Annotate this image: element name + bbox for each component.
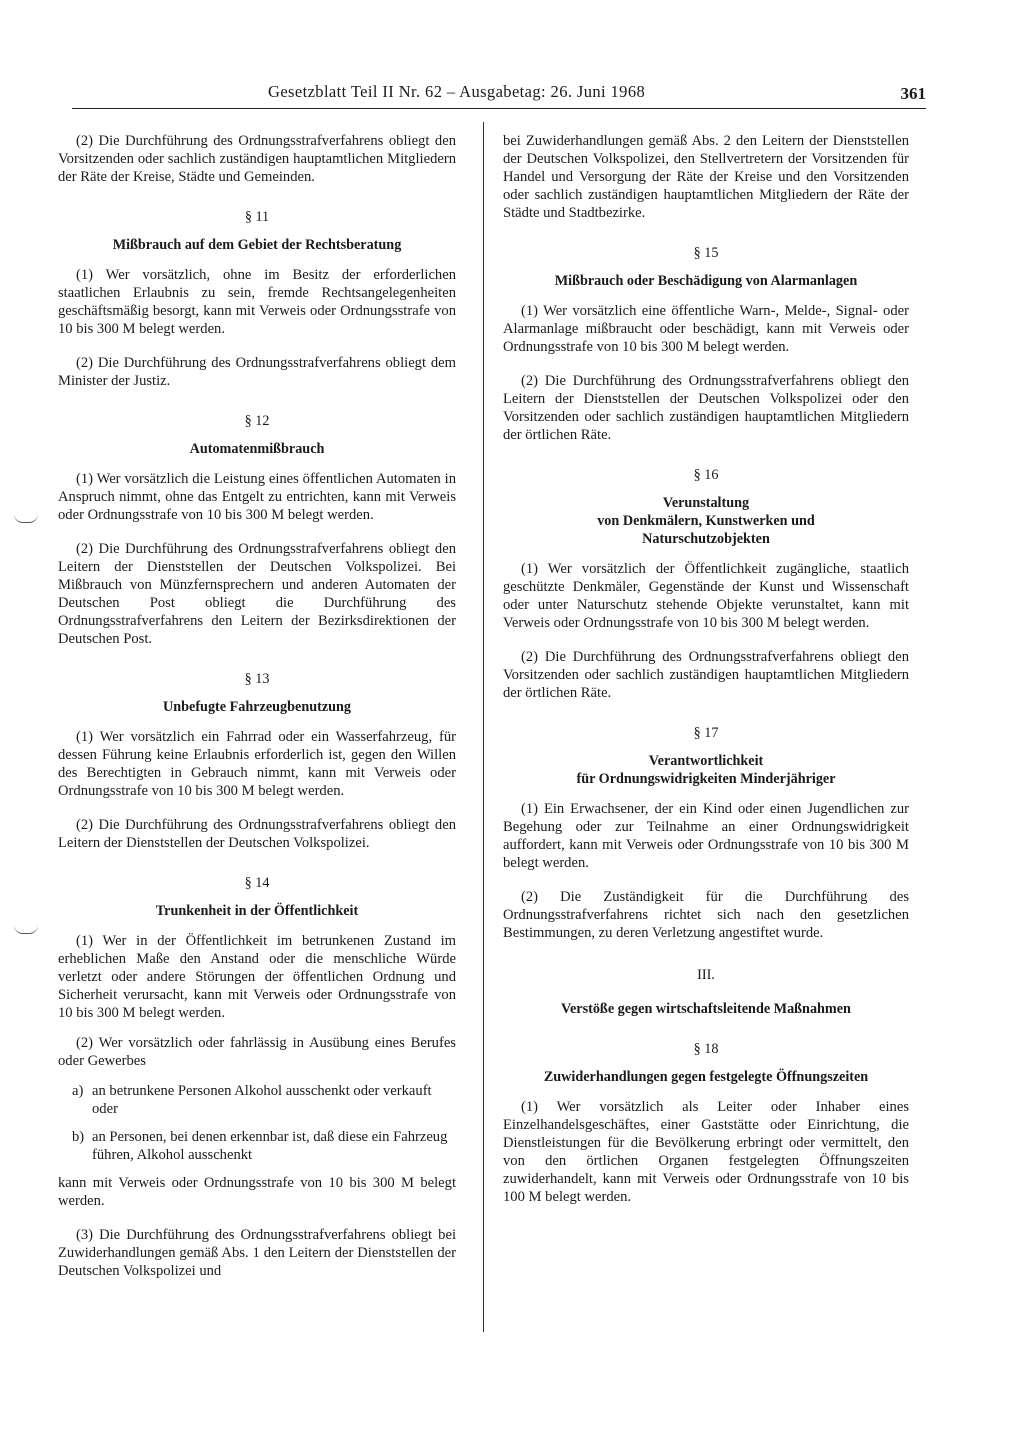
section-title: Trunkenheit in der Öffentlichkeit [155, 903, 359, 919]
list-text: an Personen, bei denen erkennbar ist, daß diese ein Fahrzeug führen, Alkohol ausschenkt [92, 1129, 448, 1163]
header-title: Gesetzblatt Teil II Nr. 62 – Ausgabetag: 26. Juni 1968 [268, 82, 646, 101]
section-number: § 15 [693, 245, 719, 261]
paragraph: (1) Wer vorsätzlich der Öffentlichkeit zugängliche, staatlich geschützte Denkmäler, Gegenstände der Kunst und Wissenschaft oder unter Naturschutz stehende Objekte verunstaltet, kann mit Verweis oder Ordnungsstrafe von 10 bis 300 M belegt werden. [503, 561, 909, 631]
paragraph: (1) Wer vorsätzlich die Leistung eines öffentlichen Automaten in Anspruch nimmt, ohne das Entgelt zu entrichten, kann mit Verweis oder Ordnungsstrafe von 10 bis 300 M belegt werden. [58, 471, 456, 523]
section-number: § 18 [693, 1041, 719, 1057]
paragraph: bei Zuwiderhandlungen gemäß Abs. 2 den Leitern der Dienststellen der Deutschen Volkspolizei, den Stellvertretern der Vorsitzenden für Handel und Versorgung der Räte der Kreise und den Vorsitzenden oder sachlich zuständigen hauptamtlichen Mitgliedern der Räte der Städte und Stadtbezirke. [503, 133, 909, 221]
section-number: § 16 [693, 467, 719, 483]
section-title-line: für Ordnungswidrigkeiten Minderjähriger [576, 771, 836, 787]
section-title: Mißbrauch auf dem Gebiet der Rechtsberatung [112, 237, 402, 253]
section-title: Mißbrauch oder Beschädigung von Alarmanlagen [554, 273, 858, 289]
section-title-line: von Denkmälern, Kunstwerken und [597, 513, 815, 529]
section-number: § 12 [244, 413, 270, 429]
paragraph: (1) Wer vorsätzlich ein Fahrrad oder ein Wasserfahrzeug, für dessen Führung keine Erlaubnis erforderlich ist, gegen den Willen des Berechtigten in Gebrauch nimmt, kann mit Verweis oder Ordnungsstrafe von 10 bis 300 M belegt werden. [58, 729, 456, 799]
right-column [503, 132, 909, 1222]
margin-mark [14, 514, 38, 523]
left-column [58, 132, 456, 1296]
paragraph: (2) Die Zuständigkeit für die Durchführung des Ordnungsstrafverfahrens richtet sich nach den gesetzlichen Bestimmungen, zu deren Verletzung angestiftet wurde. [503, 889, 909, 941]
column-divider [483, 122, 484, 1332]
section-number: § 13 [244, 671, 270, 687]
paragraph: (1) Wer in der Öffentlichkeit im betrunkenen Zustand im erheblichen Maße den Anstand oder die menschliche Würde verletzt oder andere Störungen der öffentlichen Ordnung und Sicherheit verursacht, kann mit Verweis oder Ordnungsstrafe von 10 bis 300 M belegt werden. [58, 933, 456, 1021]
section-number: § 11 [244, 209, 270, 225]
paragraph: kann mit Verweis oder Ordnungsstrafe von 10 bis 300 M belegt werden. [58, 1175, 456, 1209]
list-marker: a) [72, 1083, 84, 1099]
list-text: an betrunkene Personen Alkohol ausschenkt oder verkauft oder [92, 1083, 432, 1117]
paragraph: (2) Die Durchführung des Ordnungsstrafverfahrens obliegt den Leitern der Dienststellen der Deutschen Volkspolizei oder den Vorsitzenden oder sachlich zuständigen hauptamtlichen Mitgliedern der örtlichen Räte. [503, 373, 909, 443]
paragraph: (2) Die Durchführung des Ordnungsstrafverfahrens obliegt den Vorsitzenden oder sachlich zuständigen hauptamtlichen Mitgliedern der örtlichen Räte. [503, 649, 909, 701]
list-marker: b) [72, 1129, 85, 1145]
list-item [72, 1082, 456, 1118]
page-number: 361 [900, 84, 926, 103]
section-title-line: Naturschutzobjekten [642, 531, 770, 547]
paragraph: (2) Die Durchführung des Ordnungsstrafverfahrens obliegt den Leitern der Dienststellen der Deutschen Volkspolizei. Bei Mißbrauch von Münzfernsprechern und anderen Automaten der Deutschen Post obliegt die Durchführung des Ordnungsstrafverfahrens den Leitern der Bezirksdirektionen der Deutschen Post. [58, 541, 456, 647]
paragraph: (2) Wer vorsätzlich oder fahrlässig in Ausübung eines Berufes oder Gewerbes [58, 1035, 456, 1069]
paragraph: (2) Die Durchführung des Ordnungsstrafverfahrens obliegt dem Minister der Justiz. [58, 355, 456, 389]
section-title-line: Verunstaltung [662, 495, 750, 511]
section-number: § 17 [693, 725, 719, 741]
chapter-title: Verstöße gegen wirtschaftsleitende Maßnahmen [561, 1001, 851, 1017]
list-item [72, 1128, 456, 1164]
section-title: Zuwiderhandlungen gegen festgelegte Öffnungszeiten [543, 1069, 869, 1085]
paragraph: (2) Die Durchführung des Ordnungsstrafverfahrens obliegt den Leitern der Dienststellen der Deutschen Volkspolizei. [58, 817, 456, 851]
page-header [72, 82, 926, 104]
section-title [503, 494, 909, 548]
section-number: § 14 [244, 875, 270, 891]
paragraph: (1) Wer vorsätzlich, ohne im Besitz der erforderlichen staatlichen Erlaubnis zu sein, fremde Rechtsangelegenheiten geschäftsmäßig besorgt, kann mit Verweis oder Ordnungsstrafe von 10 bis 300 M belegt werden. [58, 267, 456, 337]
section-title: Automatenmißbrauch [189, 441, 325, 457]
section-title [503, 752, 909, 788]
section-title: Unbefugte Fahrzeugbenutzung [163, 699, 351, 715]
chapter-number: III. [697, 967, 715, 983]
paragraph: (1) Wer vorsätzlich eine öffentliche Warn-, Melde-, Signal- oder Alarmanlage mißbraucht oder beschädigt, kann mit Verweis oder Ordnungsstrafe von 10 bis 300 M belegt werden. [503, 303, 909, 355]
paragraph: (3) Die Durchführung des Ordnungsstrafverfahrens obliegt bei Zuwiderhandlungen gemäß Abs. 1 den Leitern der Dienststellen der Deutschen Volkspolizei und [58, 1227, 456, 1279]
paragraph: (2) Die Durchführung des Ordnungsstrafverfahrens obliegt den Vorsitzenden oder sachlich zuständigen hauptamtlichen Mitgliedern der Räte der Kreise, Städte und Gemeinden. [58, 133, 456, 185]
paragraph: (1) Wer vorsätzlich als Leiter oder Inhaber eines Einzelhandelsgeschäftes, einer Gaststätte oder Einrichtung, die Dienstleistungen für die Bevölkerung erbringt oder vermittelt, den von den örtlichen Organen festgelegten Öffnungszeiten zuwiderhandelt, kann mit Verweis oder Ordnungsstrafe von 10 bis 100 M belegt werden. [503, 1099, 909, 1205]
header-rule [72, 108, 926, 109]
paragraph: (1) Ein Erwachsener, der ein Kind oder einen Jugendlichen zur Begehung oder zur Teilnahme an einer Ordnungswidrigkeit auffordert, kann mit Verweis oder Ordnungsstrafe von 10 bis 300 M belegt werden. [503, 801, 909, 871]
margin-mark [14, 925, 38, 934]
section-title-line: Verantwortlichkeit [648, 753, 764, 769]
